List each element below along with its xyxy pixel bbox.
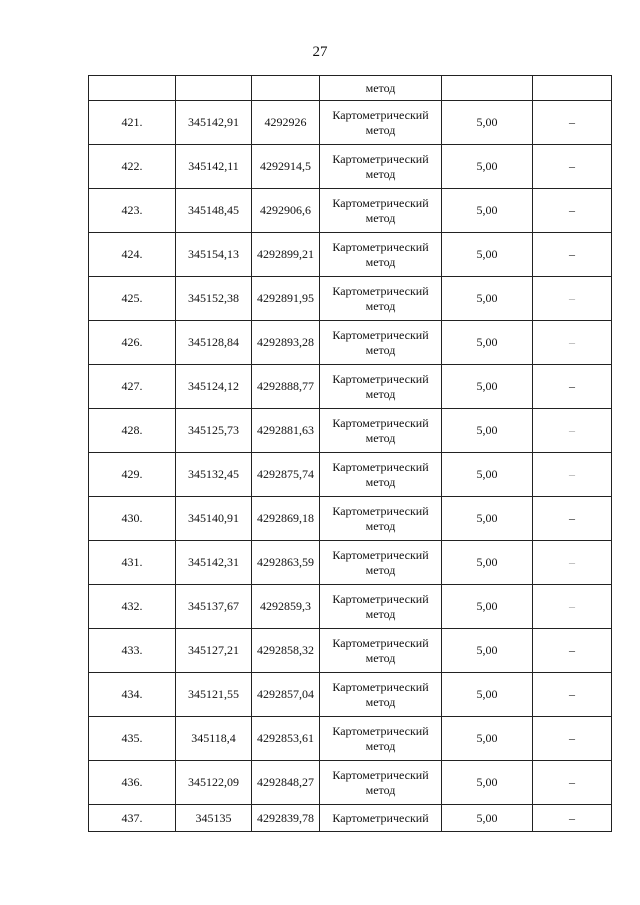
method-text: Картометрический метод: [332, 591, 429, 621]
dash-mark: –: [569, 291, 575, 305]
table-row: [89, 541, 612, 585]
cell-x: 345135: [176, 805, 252, 832]
cell-y: 4292853,61: [252, 717, 320, 761]
table-row: [89, 233, 612, 277]
method-text: Картометрический метод: [332, 635, 429, 665]
method-text: Картометрический метод: [332, 503, 429, 533]
cell-num: 421.: [89, 101, 176, 145]
table-row: [89, 101, 612, 145]
cell-note: [533, 541, 612, 585]
cell-num: 423.: [89, 189, 176, 233]
dash-mark: –: [569, 643, 575, 657]
cell-note: [533, 629, 612, 673]
method-text: Картометрический метод: [332, 723, 429, 753]
table-row: [89, 497, 612, 541]
table-row: [89, 365, 612, 409]
cell-x: 345142,91: [176, 101, 252, 145]
coordinates-table-body: [89, 76, 612, 832]
method-text: Картометрический метод: [332, 327, 429, 357]
cell-note: [533, 233, 612, 277]
cell-y: 4292888,77: [252, 365, 320, 409]
cell-num: 424.: [89, 233, 176, 277]
table-row: [89, 585, 612, 629]
cell-x: 345142,11: [176, 145, 252, 189]
method-text: Картометрический метод: [332, 371, 429, 401]
cell-note: [533, 717, 612, 761]
cell-num: 429.: [89, 453, 176, 497]
cell-error: 5,00: [442, 585, 533, 629]
table-row: [89, 629, 612, 673]
cell-y: [252, 76, 320, 101]
dash-mark: –: [569, 247, 575, 261]
continuation-row: [89, 76, 612, 101]
cell-note: [533, 585, 612, 629]
cell-num: 430.: [89, 497, 176, 541]
cell-error: 5,00: [442, 717, 533, 761]
table-row: [89, 409, 612, 453]
dash-mark: –: [569, 731, 575, 745]
cell-y: 4292891,95: [252, 277, 320, 321]
dash-mark: –: [569, 115, 575, 129]
cell-error: 5,00: [442, 321, 533, 365]
method-text: Картометрический метод: [332, 459, 429, 489]
cell-num: [89, 76, 176, 101]
table-row: [89, 145, 612, 189]
cell-error: 5,00: [442, 233, 533, 277]
cell-y: 4292859,3: [252, 585, 320, 629]
cell-method: [320, 145, 442, 189]
method-text: Картометрический метод: [332, 547, 429, 577]
cell-num: 436.: [89, 761, 176, 805]
cell-y: 4292881,63: [252, 409, 320, 453]
cell-y: 4292848,27: [252, 761, 320, 805]
cell-method: метод: [320, 76, 442, 101]
cell-num: 435.: [89, 717, 176, 761]
cell-num: 426.: [89, 321, 176, 365]
cell-note: [533, 189, 612, 233]
cell-error: 5,00: [442, 409, 533, 453]
cell-x: 345152,38: [176, 277, 252, 321]
cell-error: 5,00: [442, 453, 533, 497]
cell-note: [533, 76, 612, 101]
table-row: [89, 189, 612, 233]
table-row: [89, 321, 612, 365]
cell-num: 432.: [89, 585, 176, 629]
page-number: 27: [312, 44, 328, 60]
cell-note: [533, 453, 612, 497]
dash-mark: –: [569, 511, 575, 525]
cell-method: [320, 277, 442, 321]
method-text: Картометрический метод: [332, 283, 429, 313]
cell-error: 5,00: [442, 805, 533, 832]
cell-note: [533, 497, 612, 541]
cell-error: 5,00: [442, 541, 533, 585]
dash-mark: –: [569, 467, 575, 481]
cell-method: [320, 365, 442, 409]
dash-mark: –: [569, 379, 575, 393]
cell-note: [533, 277, 612, 321]
cell-y: 4292899,21: [252, 233, 320, 277]
method-text: Картометрический метод: [332, 151, 429, 181]
method-text: Картометрический метод: [332, 195, 429, 225]
cell-method: [320, 233, 442, 277]
table-row: [89, 805, 612, 832]
cell-error: 5,00: [442, 761, 533, 805]
cell-x: 345148,45: [176, 189, 252, 233]
dash-mark: –: [569, 599, 575, 613]
cell-method: [320, 321, 442, 365]
cell-num: 434.: [89, 673, 176, 717]
table-row: [89, 761, 612, 805]
dash-mark: –: [569, 203, 575, 217]
coordinates-table: [88, 75, 612, 832]
cell-method: [320, 453, 442, 497]
cell-method: [320, 541, 442, 585]
cell-method: [320, 409, 442, 453]
cell-y: 4292858,32: [252, 629, 320, 673]
cell-num: 431.: [89, 541, 176, 585]
dash-mark: –: [569, 775, 575, 789]
dash-mark: –: [569, 159, 575, 173]
cell-method: [320, 673, 442, 717]
cell-x: 345132,45: [176, 453, 252, 497]
cell-y: 4292926: [252, 101, 320, 145]
cell-note: [533, 761, 612, 805]
dash-mark: –: [569, 335, 575, 349]
cell-y: 4292869,18: [252, 497, 320, 541]
method-text: Картометрический метод: [332, 415, 429, 445]
cell-x: 345127,21: [176, 629, 252, 673]
cell-error: 5,00: [442, 101, 533, 145]
cell-note: [533, 145, 612, 189]
cell-note: [533, 409, 612, 453]
cell-num: 437.: [89, 805, 176, 832]
cell-x: 345124,12: [176, 365, 252, 409]
cell-x: 345118,4: [176, 717, 252, 761]
cell-num: 427.: [89, 365, 176, 409]
cell-method: [320, 497, 442, 541]
cell-note: [533, 321, 612, 365]
cell-note: [533, 673, 612, 717]
method-text: Картометрический метод: [332, 767, 429, 797]
cell-y: 4292839,78: [252, 805, 320, 832]
cell-error: 5,00: [442, 497, 533, 541]
cell-method: [320, 717, 442, 761]
cell-method: [320, 101, 442, 145]
cell-num: 422.: [89, 145, 176, 189]
cell-method: [320, 629, 442, 673]
dash-mark: –: [569, 687, 575, 701]
cell-y: 4292875,74: [252, 453, 320, 497]
table-row: [89, 453, 612, 497]
method-text: Картометрический метод: [332, 107, 429, 137]
cell-method: [320, 189, 442, 233]
cell-num: 433.: [89, 629, 176, 673]
cell-x: 345154,13: [176, 233, 252, 277]
cell-y: 4292914,5: [252, 145, 320, 189]
dash-mark: –: [569, 423, 575, 437]
cell-x: 345121,55: [176, 673, 252, 717]
cell-y: 4292906,6: [252, 189, 320, 233]
cell-method: [320, 585, 442, 629]
cell-x: 345137,67: [176, 585, 252, 629]
cell-x: 345122,09: [176, 761, 252, 805]
cell-error: 5,00: [442, 189, 533, 233]
cell-x: 345125,73: [176, 409, 252, 453]
cell-y: 4292893,28: [252, 321, 320, 365]
method-text: Картометрический метод: [332, 679, 429, 709]
cell-error: [442, 76, 533, 101]
table-row: [89, 277, 612, 321]
cell-method: [320, 761, 442, 805]
cell-x: [176, 76, 252, 101]
cell-num: 428.: [89, 409, 176, 453]
cell-note: [533, 805, 612, 832]
table-row: [89, 673, 612, 717]
cell-method: Картометрический: [320, 805, 442, 832]
cell-y: 4292863,59: [252, 541, 320, 585]
method-text: Картометрический метод: [332, 239, 429, 269]
cell-error: 5,00: [442, 365, 533, 409]
cell-error: 5,00: [442, 277, 533, 321]
cell-error: 5,00: [442, 145, 533, 189]
dash-mark: –: [569, 810, 575, 825]
cell-error: 5,00: [442, 629, 533, 673]
cell-x: 345128,84: [176, 321, 252, 365]
cell-note: [533, 101, 612, 145]
table-row: [89, 717, 612, 761]
cell-note: [533, 365, 612, 409]
cell-x: 345142,31: [176, 541, 252, 585]
cell-x: 345140,91: [176, 497, 252, 541]
cell-error: 5,00: [442, 673, 533, 717]
cell-y: 4292857,04: [252, 673, 320, 717]
dash-mark: –: [569, 555, 575, 569]
cell-num: 425.: [89, 277, 176, 321]
